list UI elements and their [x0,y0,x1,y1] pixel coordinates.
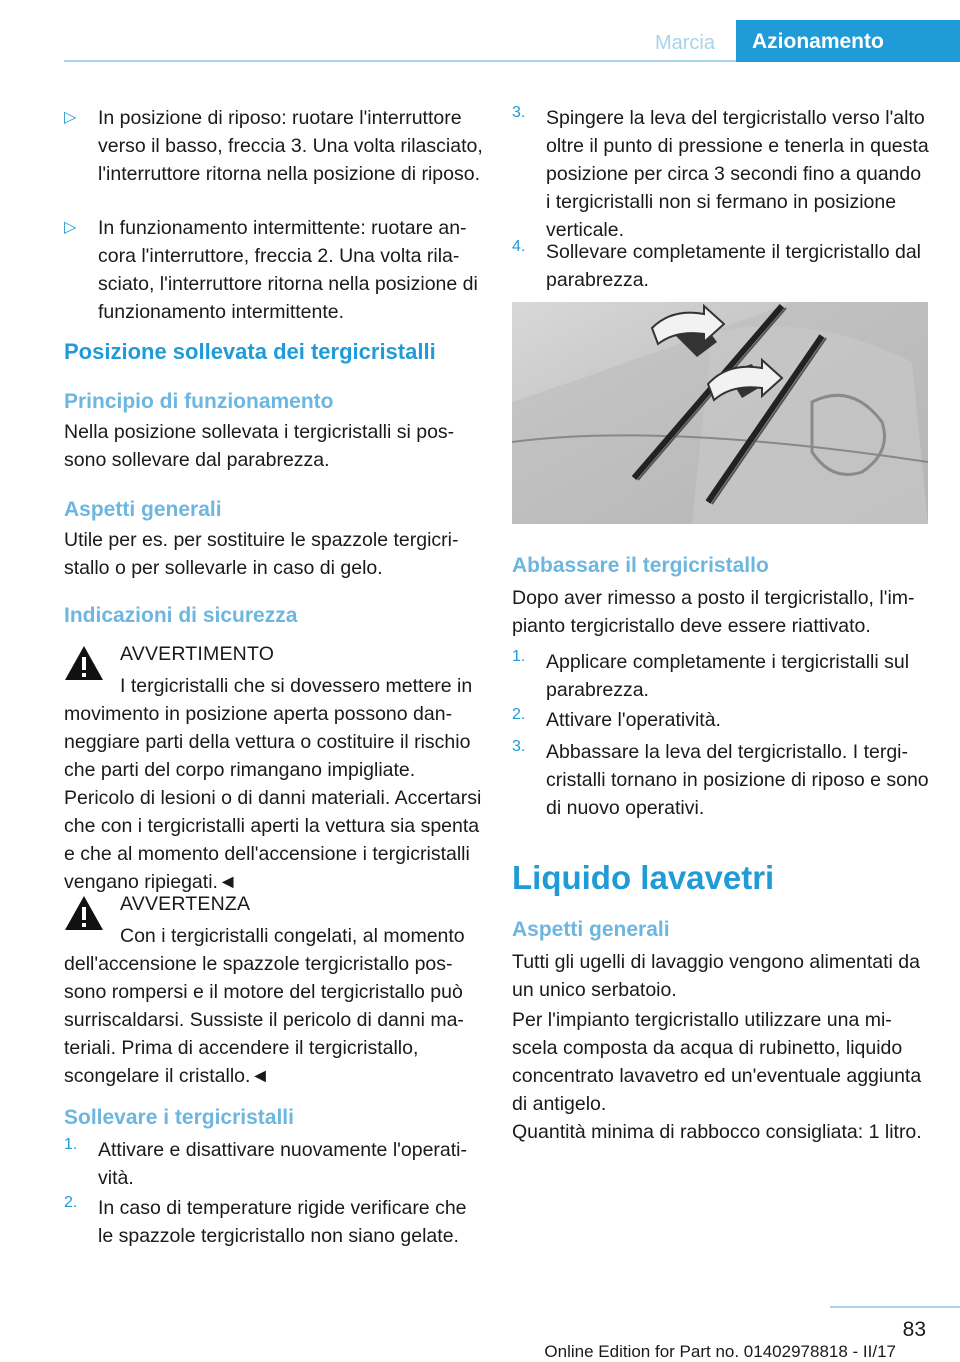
step-number: 1. [512,648,526,665]
warning-text: Con i tergicristalli congelati, al momento dell'accensione le spazzole tergicristallo possono rompersi e il motore del tergicristallo può surriscaldarsi. Sussiste il pericolo di danni materiali. Prima di accendere il tergicristallo, scongelare il cristallo.◄ [64,925,465,1087]
bullet-text: In posizione di riposo: ruotare l'interruttore verso il basso, freccia 3. Una volta rilasciato, l'interruttore ritorna nella posizione di riposo. [98,107,483,185]
chapter-title: Liquido lavavetri [512,859,775,896]
step-text: Abbassare la leva del tergicristallo. I tergicristalli tornano in posizione di riposo e sono di nuovo operativi. [546,741,929,819]
paragraph: Nella posizione sollevata i tergicristalli si possono sollevare dal parabrezza. [64,421,455,471]
list-item [512,238,930,294]
edition-note: Online Edition for Part no. 01402978818 - II/17 [544,1342,896,1361]
step-number: 4. [512,238,526,255]
warning-title: AVVERTIMENTO [120,643,275,665]
header-section: Marcia [654,32,715,54]
step-text: Attivare l'operatività. [546,709,721,731]
paragraph: Tutti gli ugelli di lavaggio vengono alimentati da un unico serbatoio. [512,951,920,1001]
warning-icon [64,894,104,932]
header-tab: Azionamento [736,20,960,62]
warning-text: I tergicristalli che si dovessero mettere in movimento in posizione aperta possono danneggiare parti della vettura o costituire il rischio che parti del corpo rimangano impigliate. Pericolo di lesioni o di danni materiali. Accertarsi che con i tergicristalli aperti la vettura sia spenta e che al momento dell'accensione i tergicristalli vengano ripiegati.◄ [64,675,482,893]
footer-rule [830,1306,960,1308]
list-item [64,214,484,326]
list-item [512,706,930,734]
warning-icon [64,644,104,682]
subsection-title: Indicazioni di sicurezza [64,604,298,627]
step-text: Attivare e disattivare nuovamente l'operatività. [98,1139,468,1189]
step-text: Applicare completamente i tergicristalli sul parabrezza. [546,651,910,701]
triangle-bullet-icon: ▷ [64,219,77,236]
paragraph: Dopo aver rimesso a posto il tergicristallo, l'impianto tergicristallo deve essere riattivato. [512,587,915,637]
warning-block [64,890,484,1090]
subsection-title: Abbassare il tergicristallo [512,554,769,577]
step-number: 3. [512,104,526,121]
subsection-title: Principio di funzionamento [64,390,334,413]
wiper-illustration [512,302,928,524]
subsection-title: Sollevare i tergicristalli [64,1106,294,1129]
step-number: 2. [512,706,526,723]
step-number: 1. [64,1136,78,1153]
list-item [64,1194,484,1250]
list-item [512,738,930,822]
paragraph: Utile per es. per sostituire le spazzole tergicristallo o per sollevarle in caso di gelo. [64,529,459,579]
subsection-title: Aspetti generali [64,498,222,521]
bullet-text: In funzionamento intermittente: ruotare ancora l'interruttore, freccia 2. Una volta rilasciato, l'interruttore ritorna nella posizione di funzionamento intermittente. [98,217,478,323]
wiper-raised-image [512,302,928,524]
list-item [512,104,930,244]
section-title: Posizione sollevata dei tergicristalli [64,339,436,364]
paragraph: Quantità minima di rabbocco consigliata: 1 litro. [512,1121,922,1143]
step-text: Spingere la leva del tergicristallo verso l'alto oltre il punto di pressione e tenerla in questa posizione per circa 3 secondi fino a quando i tergicristalli non si fermano in posizione verticale. [546,107,929,241]
step-text: In caso di temperature rigide verificare che le spazzole tergicristallo non siano gelate. [98,1197,467,1247]
subsection-title: Aspetti generali [512,918,670,941]
step-number: 2. [64,1194,78,1211]
step-text: Sollevare completamente il tergicristallo dal parabrezza. [546,241,922,291]
page-number: 83 [902,1318,926,1341]
list-item [64,104,484,188]
triangle-bullet-icon: ▷ [64,109,77,126]
warning-block [64,640,484,896]
list-item [512,648,930,704]
warning-title: AVVERTENZA [120,893,251,915]
list-item [64,1136,484,1192]
paragraph: Per l'impianto tergicristallo utilizzare una miscela composta da acqua di rubinetto, liquido concentrato lavavetro ed un'eventuale aggiunta di antigelo. [512,1009,922,1115]
step-number: 3. [512,738,526,755]
